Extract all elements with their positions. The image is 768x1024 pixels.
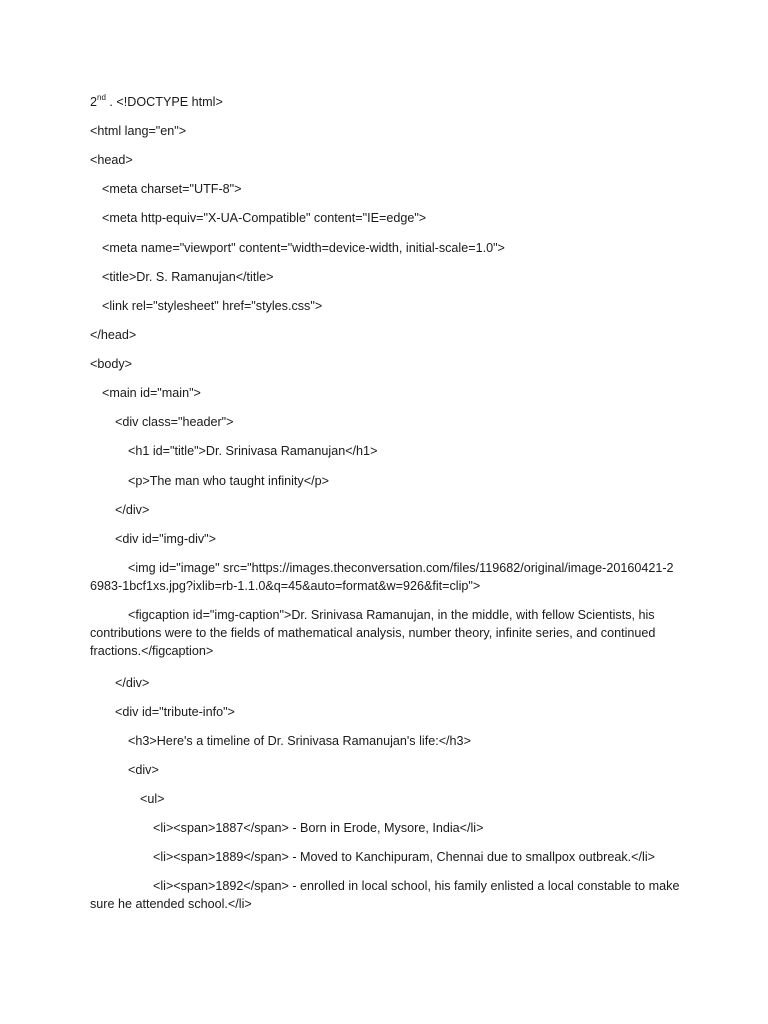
doc-line-2: <html lang="en"> — [90, 124, 187, 138]
doc-line-9: </head> — [90, 328, 137, 342]
doc-line-7: <title>Dr. S. Ramanujan</title> — [102, 270, 274, 284]
doc-line-19: </div> — [115, 676, 150, 690]
doc-line-11: <main id="main"> — [102, 386, 201, 400]
doc-line-superscript: nd — [97, 93, 106, 102]
doc-line-25: <li><span>1889</span> - Moved to Kanchipuram, Chennai due to smallpox outbreak.</li> — [153, 850, 655, 864]
doc-line-4: <meta charset="UTF-8"> — [102, 182, 242, 196]
doc-line-23: <ul> — [140, 792, 165, 806]
doc-line-1 — [90, 93, 223, 111]
doc-line-22: <div> — [128, 763, 159, 777]
doc-line-15: </div> — [115, 503, 150, 517]
doc-line-8: <link rel="stylesheet" href="styles.css"> — [102, 299, 323, 313]
doc-line-3: <head> — [90, 153, 133, 167]
doc-line-12: <div class="header"> — [115, 415, 234, 429]
doc-line-5: <meta http-equiv="X-UA-Compatible" content="IE=edge"> — [102, 211, 427, 225]
doc-line-6: <meta name="viewport" content="width=device-width, initial-scale=1.0"> — [102, 241, 505, 255]
doc-line-24: <li><span>1887</span> - Born in Erode, Mysore, India</li> — [153, 821, 484, 835]
doc-line-14: <p>The man who taught infinity</p> — [128, 474, 329, 488]
doc-line-20: <div id="tribute-info"> — [115, 705, 235, 719]
doc-line-21: <h3>Here's a timeline of Dr. Srinivasa Ramanujan's life:</h3> — [128, 734, 471, 748]
doc-line-number: 2 — [90, 95, 98, 109]
doc-line-doctype: . <!DOCTYPE html> — [105, 95, 223, 109]
doc-line-13: <h1 id="title">Dr. Srinivasa Ramanujan</h1> — [128, 444, 378, 458]
doc-line-26: <li><span>1892</span> - enrolled in local school, his family enlisted a local constable to make sure he attended school.</li> — [90, 879, 680, 911]
doc-line-18: <figcaption id="img-caption">Dr. Srinivasa Ramanujan, in the middle, with fellow Scientists, his contributions were to the fields of mathematical analysis, number theory, infinite series, and continued fractions.</figcaption> — [90, 608, 656, 658]
doc-line-17: <img id="image" src="https://images.theconversation.com/files/119682/original/image-20160421-26983-1bcf1xs.jpg?ixlib=rb-1.1.0&q=45&auto=format&w=926&fit=clip"> — [90, 561, 674, 593]
doc-line-16: <div id="img-div"> — [115, 532, 216, 546]
doc-line-10: <body> — [90, 357, 133, 371]
